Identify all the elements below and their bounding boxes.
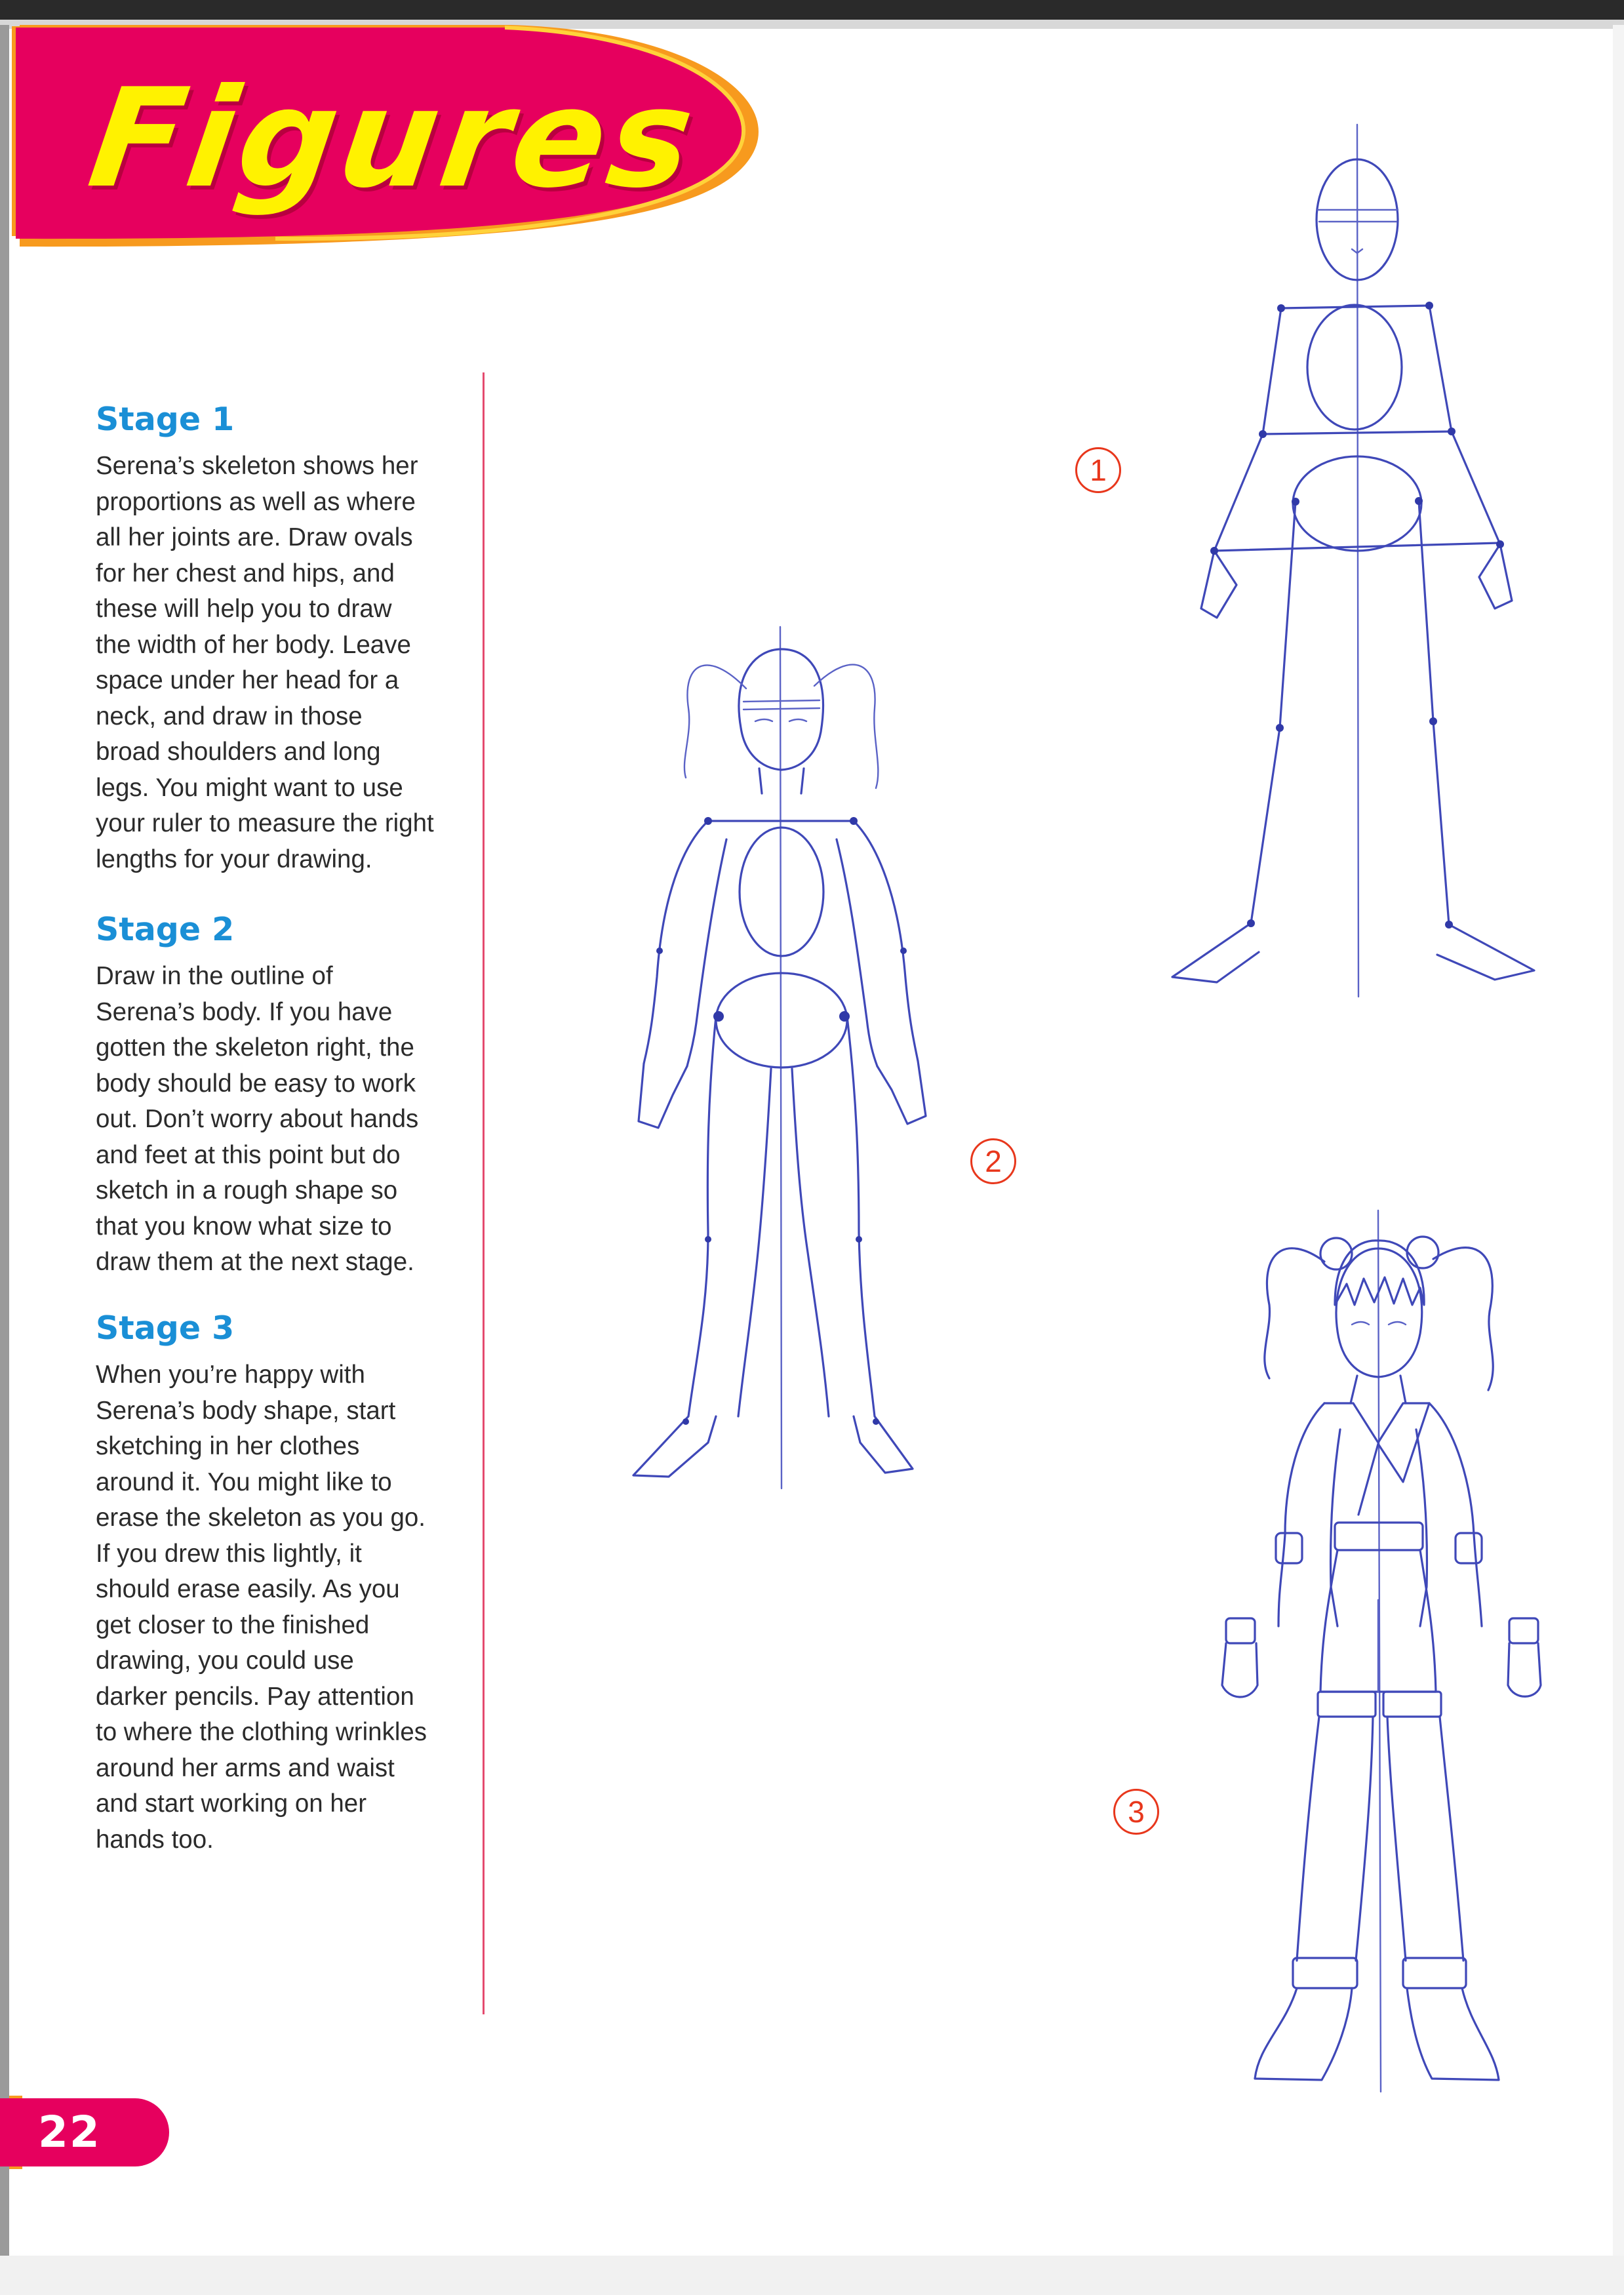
stage-2-text: Draw in the outline of Serena’s body. If you have gotten the skeleton right, the body should be easy to work out. Don’t worry about hands and feet at this point but do sketch in a rough shape so that you know what size to draw them at the next stage. [96, 962, 419, 1276]
stage-3-marker: 3 [1113, 1789, 1159, 1835]
stage-3-section [96, 1310, 463, 1858]
scan-right-shadow [1613, 25, 1624, 2267]
body-outline-figure-drawing [610, 623, 951, 1495]
scan-bottom-edge [0, 2256, 1624, 2295]
stage-1-heading: Stage 1 [96, 401, 235, 438]
column-divider [483, 372, 485, 2014]
stage-2-marker: 2 [970, 1138, 1016, 1184]
clothed-figure-drawing [1206, 1207, 1560, 2098]
scan-left-edge [0, 25, 9, 2295]
stage-3-heading: Stage 3 [96, 1309, 235, 1347]
stage-1-text: Serena’s skeleton shows her proportions as well as where all her joints are. Draw ovals for her chest and hips, and these will help you to draw the width of her body. Leave space under her head for a neck, and draw in those broad shoulders and long legs. You might want to use your ruler to measure the right lengths for your drawing. [96, 452, 434, 873]
stage-1-marker: 1 [1075, 447, 1121, 493]
page-number: 22 [38, 2107, 101, 2157]
stage-1-section [96, 401, 463, 877]
stage-2-section [96, 911, 463, 1281]
stage-2-heading: Stage 2 [96, 911, 235, 948]
skeleton-figure-drawing [1141, 118, 1560, 1010]
page-title: Figures [80, 60, 706, 218]
stage-3-text: When you’re happy with Serena’s body shape, start sketching in her clothes around it. You might like to erase the skeleton as you go. If you drew this lightly, it should erase easily. As you get closer to the finished drawing, you could use darker pencils. Pay attention to where the clothing wrinkles around her arms and waist and start working on her hands too. [96, 1361, 427, 1854]
